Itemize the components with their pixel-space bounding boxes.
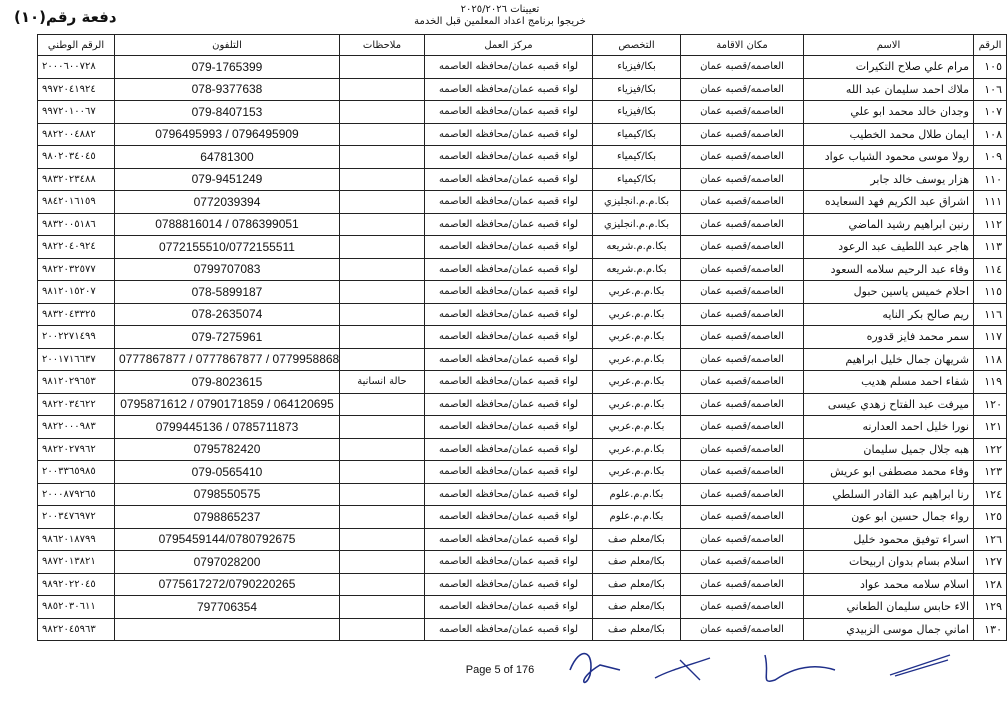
cell-residence: العاصمه/قصبه عمان: [681, 573, 804, 596]
cell-residence: العاصمه/قصبه عمان: [681, 213, 804, 236]
cell-notes: [340, 191, 425, 214]
cell-national-id: ٩٨٢٢٠٤٥٩٦٣: [38, 618, 115, 641]
cell-notes: [340, 303, 425, 326]
cell-specialty: بكا/معلم صف: [593, 618, 681, 641]
table-row: [38, 281, 1007, 304]
cell-workplace: لواء قصبه عمان/محافظه العاصمه: [425, 213, 593, 236]
appointments-table: [37, 34, 1007, 641]
cell-specialty: بكا/فيزياء: [593, 101, 681, 124]
cell-row-number: ١١٥: [974, 281, 1007, 304]
cell-row-number: ١١٦: [974, 303, 1007, 326]
column-header-number: الرقم: [974, 35, 1007, 56]
title-line-2: خريجوا برنامج اعداد المعلمين قبل الخدمة: [414, 16, 586, 27]
cell-national-id: ٩٨٦٢٠١٨٧٩٩: [38, 528, 115, 551]
cell-workplace: لواء قصبه عمان/محافظه العاصمه: [425, 438, 593, 461]
cell-phone: 64781300: [115, 146, 340, 169]
cell-row-number: ١٢٠: [974, 393, 1007, 416]
cell-row-number: ١١٣: [974, 236, 1007, 259]
table-row: [38, 573, 1007, 596]
cell-person-name: ريم صالح بكر النايه: [804, 303, 974, 326]
table-row: [38, 438, 1007, 461]
cell-person-name: نورا خليل احمد العدارنه: [804, 416, 974, 439]
cell-workplace: لواء قصبه عمان/محافظه العاصمه: [425, 573, 593, 596]
table-row: [38, 236, 1007, 259]
cell-specialty: بكا.م.م.عربي: [593, 281, 681, 304]
cell-national-id: ٩٨٢٢٠٠٠٩٨٣: [38, 416, 115, 439]
cell-specialty: بكا/فيزياء: [593, 78, 681, 101]
cell-residence: العاصمه/قصبه عمان: [681, 146, 804, 169]
cell-residence: العاصمه/قصبه عمان: [681, 101, 804, 124]
cell-residence: العاصمه/قصبه عمان: [681, 191, 804, 214]
cell-person-name: رواء جمال حسين ابو عون: [804, 506, 974, 529]
cell-row-number: ١١٢: [974, 213, 1007, 236]
cell-specialty: بكا.م.م.عربي: [593, 416, 681, 439]
cell-workplace: لواء قصبه عمان/محافظه العاصمه: [425, 528, 593, 551]
cell-workplace: لواء قصبه عمان/محافظه العاصمه: [425, 101, 593, 124]
cell-workplace: لواء قصبه عمان/محافظه العاصمه: [425, 303, 593, 326]
cell-person-name: رولا موسى محمود الشياب عواد: [804, 146, 974, 169]
cell-phone: 0795782420: [115, 438, 340, 461]
cell-workplace: لواء قصبه عمان/محافظه العاصمه: [425, 551, 593, 574]
table-row: [38, 596, 1007, 619]
cell-residence: العاصمه/قصبه عمان: [681, 596, 804, 619]
cell-row-number: ١١١: [974, 191, 1007, 214]
cell-person-name: اماني جمال موسى الزبيدي: [804, 618, 974, 641]
cell-person-name: رنا ابراهيم عبد القادر السلطي: [804, 483, 974, 506]
cell-workplace: لواء قصبه عمان/محافظه العاصمه: [425, 236, 593, 259]
cell-row-number: ١٠٩: [974, 146, 1007, 169]
cell-residence: العاصمه/قصبه عمان: [681, 618, 804, 641]
cell-residence: العاصمه/قصبه عمان: [681, 281, 804, 304]
cell-specialty: بكا.م.م.عربي: [593, 461, 681, 484]
cell-workplace: لواء قصبه عمان/محافظه العاصمه: [425, 191, 593, 214]
table-row: [38, 123, 1007, 146]
cell-national-id: ٢٠٠٠٦٠٠٧٢٨: [38, 56, 115, 79]
cell-workplace: لواء قصبه عمان/محافظه العاصمه: [425, 483, 593, 506]
table-row: [38, 326, 1007, 349]
cell-specialty: بكا.م.م.انجليزي: [593, 213, 681, 236]
cell-notes: [340, 551, 425, 574]
cell-phone: 0772155510/0772155511: [115, 236, 340, 259]
cell-residence: العاصمه/قصبه عمان: [681, 123, 804, 146]
cell-residence: العاصمه/قصبه عمان: [681, 168, 804, 191]
cell-national-id: ٩٨٣٢٠٤٣٣٢٥: [38, 303, 115, 326]
cell-row-number: ١٣٠: [974, 618, 1007, 641]
cell-national-id: ٩٨٢٢٠٠٤٨٨٢: [38, 123, 115, 146]
cell-row-number: ١٠٦: [974, 78, 1007, 101]
cell-notes: [340, 78, 425, 101]
cell-national-id: ٢٠٠٢٢٧١٤٩٩: [38, 326, 115, 349]
column-header-residence: مكان الاقامة: [681, 35, 804, 56]
cell-specialty: بكا/معلم صف: [593, 573, 681, 596]
cell-person-name: وفاء محمد مصطفى ابو عريش: [804, 461, 974, 484]
cell-row-number: ١٢٨: [974, 573, 1007, 596]
table-row: [38, 371, 1007, 394]
table-row: [38, 528, 1007, 551]
cell-phone: 0798865237: [115, 506, 340, 529]
table-row: [38, 56, 1007, 79]
cell-person-name: شريهان جمال خليل ابراهيم: [804, 348, 974, 371]
table-row: [38, 258, 1007, 281]
table-header-row: [38, 35, 1007, 56]
cell-residence: العاصمه/قصبه عمان: [681, 461, 804, 484]
table-row: [38, 393, 1007, 416]
cell-phone: 079-0565410: [115, 461, 340, 484]
cell-person-name: هاجر عبد اللطيف عبد الرعود: [804, 236, 974, 259]
cell-phone: 0775617272/0790220265: [115, 573, 340, 596]
cell-specialty: بكا.م.م.عربي: [593, 371, 681, 394]
cell-person-name: احلام خميس ياسين حبول: [804, 281, 974, 304]
cell-row-number: ١١٤: [974, 258, 1007, 281]
cell-residence: العاصمه/قصبه عمان: [681, 438, 804, 461]
cell-person-name: اشراق عبد الكريم فهد السعايده: [804, 191, 974, 214]
cell-national-id: ٢٠٠٠٨٧٩٢٦٥: [38, 483, 115, 506]
cell-residence: العاصمه/قصبه عمان: [681, 303, 804, 326]
cell-national-id: ٩٨٠٢٠٣٤٠٤٥: [38, 146, 115, 169]
cell-notes: [340, 146, 425, 169]
cell-workplace: لواء قصبه عمان/محافظه العاصمه: [425, 281, 593, 304]
cell-phone: 0796495993 / 0796495909: [115, 123, 340, 146]
cell-specialty: بكا/كيمياء: [593, 168, 681, 191]
cell-person-name: رنين ابراهيم رشيد الماضي: [804, 213, 974, 236]
column-header-phone: التلفون: [115, 35, 340, 56]
cell-row-number: ١٢٧: [974, 551, 1007, 574]
table-row: [38, 618, 1007, 641]
cell-person-name: اسلام سلامه محمد عواد: [804, 573, 974, 596]
cell-phone: 0795871612 / 0790171859 / 064120695: [115, 393, 340, 416]
title-line-1: تعيينات ٢٠٢٥/٢٠٢٦: [460, 4, 540, 15]
cell-residence: العاصمه/قصبه عمان: [681, 393, 804, 416]
cell-workplace: لواء قصبه عمان/محافظه العاصمه: [425, 56, 593, 79]
cell-notes: [340, 618, 425, 641]
cell-national-id: ٩٨٢٢٠٤٠٩٢٤: [38, 236, 115, 259]
cell-residence: العاصمه/قصبه عمان: [681, 258, 804, 281]
cell-notes: [340, 393, 425, 416]
cell-notes: [340, 236, 425, 259]
cell-notes: [340, 461, 425, 484]
cell-workplace: لواء قصبه عمان/محافظه العاصمه: [425, 506, 593, 529]
cell-specialty: بكا/فيزياء: [593, 56, 681, 79]
column-header-notes: ملاحظات: [340, 35, 425, 56]
table-row: [38, 78, 1007, 101]
cell-specialty: بكا.م.م.عربي: [593, 393, 681, 416]
cell-residence: العاصمه/قصبه عمان: [681, 483, 804, 506]
cell-notes: [340, 56, 425, 79]
cell-row-number: ١٠٥: [974, 56, 1007, 79]
cell-specialty: بكا.م.م.شريعه: [593, 258, 681, 281]
table-row: [38, 213, 1007, 236]
table-row: [38, 483, 1007, 506]
cell-national-id: ٩٨١٢٠٢٩٦٥٣: [38, 371, 115, 394]
cell-notes: [340, 123, 425, 146]
cell-specialty: بكا.م.م.عربي: [593, 326, 681, 349]
document-title: [0, 4, 1000, 28]
cell-phone: 0799707083: [115, 258, 340, 281]
cell-national-id: ٩٨٣٢٠٠٥١٨٦: [38, 213, 115, 236]
cell-national-id: ٩٨٣٢٠٢٣٤٨٨: [38, 168, 115, 191]
table-row: [38, 551, 1007, 574]
cell-national-id: ٩٨٧٢٠١٣٨٢١: [38, 551, 115, 574]
cell-workplace: لواء قصبه عمان/محافظه العاصمه: [425, 596, 593, 619]
cell-national-id: ٩٨٢٢٠٣٤٦٢٢: [38, 393, 115, 416]
cell-notes: [340, 483, 425, 506]
cell-notes: [340, 281, 425, 304]
cell-phone: 0788816014 / 0786399051: [115, 213, 340, 236]
cell-row-number: ١١٨: [974, 348, 1007, 371]
cell-residence: العاصمه/قصبه عمان: [681, 326, 804, 349]
cell-notes: [340, 213, 425, 236]
cell-notes: حالة انسانية: [340, 371, 425, 394]
table-row: [38, 101, 1007, 124]
cell-row-number: ١٢٦: [974, 528, 1007, 551]
cell-residence: العاصمه/قصبه عمان: [681, 236, 804, 259]
table-row: [38, 146, 1007, 169]
cell-phone: 078-9377638: [115, 78, 340, 101]
cell-residence: العاصمه/قصبه عمان: [681, 551, 804, 574]
cell-specialty: بكا.م.م.عربي: [593, 348, 681, 371]
cell-notes: [340, 506, 425, 529]
cell-residence: العاصمه/قصبه عمان: [681, 56, 804, 79]
cell-phone: 0772039394: [115, 191, 340, 214]
cell-notes: [340, 596, 425, 619]
cell-phone: 079-8023615: [115, 371, 340, 394]
cell-residence: العاصمه/قصبه عمان: [681, 528, 804, 551]
cell-phone: 078-5899187: [115, 281, 340, 304]
cell-specialty: بكا.م.م.عربي: [593, 303, 681, 326]
cell-workplace: لواء قصبه عمان/محافظه العاصمه: [425, 416, 593, 439]
cell-person-name: مرام علي صلاح التكيرات: [804, 56, 974, 79]
cell-workplace: لواء قصبه عمان/محافظه العاصمه: [425, 371, 593, 394]
cell-workplace: لواء قصبه عمان/محافظه العاصمه: [425, 393, 593, 416]
cell-row-number: ١٢١: [974, 416, 1007, 439]
cell-person-name: شفاء احمد مسلم هديب: [804, 371, 974, 394]
cell-specialty: بكا/معلم صف: [593, 551, 681, 574]
cell-phone: 0797028200: [115, 551, 340, 574]
cell-phone: 0798550575: [115, 483, 340, 506]
cell-national-id: ٩٨٢٢٠٣٢٥٧٧: [38, 258, 115, 281]
cell-notes: [340, 438, 425, 461]
cell-residence: العاصمه/قصبه عمان: [681, 348, 804, 371]
cell-row-number: ١٠٧: [974, 101, 1007, 124]
cell-notes: [340, 573, 425, 596]
table-row: [38, 416, 1007, 439]
column-header-specialty: التخصص: [593, 35, 681, 56]
cell-row-number: ١٢٤: [974, 483, 1007, 506]
cell-notes: [340, 416, 425, 439]
cell-phone: 079-1765399: [115, 56, 340, 79]
cell-phone: 0777867877 / 0777867877 / 0779958868: [115, 348, 340, 371]
cell-notes: [340, 101, 425, 124]
cell-phone: 078-2635074: [115, 303, 340, 326]
cell-national-id: ٢٠٠١٧١٦٦٣٧: [38, 348, 115, 371]
cell-national-id: ٩٩٧٢٠١٠٠٦٧: [38, 101, 115, 124]
table-row: [38, 303, 1007, 326]
cell-phone: 797706354: [115, 596, 340, 619]
cell-workplace: لواء قصبه عمان/محافظه العاصمه: [425, 168, 593, 191]
cell-specialty: بكا.م.م.شريعه: [593, 236, 681, 259]
cell-row-number: ١٢٢: [974, 438, 1007, 461]
cell-row-number: ١٢٩: [974, 596, 1007, 619]
cell-notes: [340, 348, 425, 371]
cell-row-number: ١١٩: [974, 371, 1007, 394]
batch-label: دفعة رقم(١٠): [14, 8, 117, 26]
cell-workplace: لواء قصبه عمان/محافظه العاصمه: [425, 78, 593, 101]
cell-specialty: بكا/معلم صف: [593, 528, 681, 551]
cell-national-id: ٩٩٧٢٠٤١٩٢٤: [38, 78, 115, 101]
cell-person-name: اسراء توفيق محمود خليل: [804, 528, 974, 551]
cell-row-number: ١١٠: [974, 168, 1007, 191]
cell-national-id: ٩٨٤٢٠١٦١٥٩: [38, 191, 115, 214]
cell-person-name: اسلام بسام بدوان اربيحات: [804, 551, 974, 574]
cell-person-name: ايمان طلال محمد الخطيب: [804, 123, 974, 146]
cell-specialty: بكا.م.م.انجليزي: [593, 191, 681, 214]
cell-national-id: ٢٠٠٣٤٧٦٩٧٢: [38, 506, 115, 529]
cell-national-id: ٩٨٥٢٠٣٠٦١١: [38, 596, 115, 619]
cell-workplace: لواء قصبه عمان/محافظه العاصمه: [425, 461, 593, 484]
column-header-national-id: الرقم الوطني: [38, 35, 115, 56]
cell-row-number: ١٢٥: [974, 506, 1007, 529]
cell-person-name: ميرفت عبد الفتاح زهدي عيسى: [804, 393, 974, 416]
column-header-name: الاسم: [804, 35, 974, 56]
cell-phone: 079-7275961: [115, 326, 340, 349]
cell-workplace: لواء قصبه عمان/محافظه العاصمه: [425, 618, 593, 641]
cell-workplace: لواء قصبه عمان/محافظه العاصمه: [425, 123, 593, 146]
cell-person-name: هزار يوسف خالد جابر: [804, 168, 974, 191]
cell-person-name: وفاء عبد الرحيم سلامه السعود: [804, 258, 974, 281]
cell-person-name: هبه جلال جميل سليمان: [804, 438, 974, 461]
cell-workplace: لواء قصبه عمان/محافظه العاصمه: [425, 258, 593, 281]
cell-workplace: لواء قصبه عمان/محافظه العاصمه: [425, 326, 593, 349]
column-header-workplace: مركز العمل: [425, 35, 593, 56]
cell-national-id: ٩٨١٢٠١٥٢٠٧: [38, 281, 115, 304]
cell-phone: 079-8407153: [115, 101, 340, 124]
cell-person-name: وجدان خالد محمد ابو علي: [804, 101, 974, 124]
cell-national-id: ٩٨٢٢٠٢٧٩٦٢: [38, 438, 115, 461]
cell-workplace: لواء قصبه عمان/محافظه العاصمه: [425, 146, 593, 169]
cell-specialty: بكا/كيمياء: [593, 146, 681, 169]
cell-specialty: بكا/كيمياء: [593, 123, 681, 146]
cell-specialty: بكا/معلم صف: [593, 596, 681, 619]
cell-phone: [115, 618, 340, 641]
table-row: [38, 461, 1007, 484]
cell-phone: 0795459144/0780792675: [115, 528, 340, 551]
cell-notes: [340, 528, 425, 551]
table-row: [38, 191, 1007, 214]
cell-notes: [340, 258, 425, 281]
cell-phone: 0799445136 / 0785711873: [115, 416, 340, 439]
cell-row-number: ١٢٣: [974, 461, 1007, 484]
cell-national-id: ٢٠٠٣٣٦٥٩٨٥: [38, 461, 115, 484]
table-row: [38, 506, 1007, 529]
cell-residence: العاصمه/قصبه عمان: [681, 78, 804, 101]
cell-specialty: بكا.م.م.علوم: [593, 483, 681, 506]
cell-specialty: بكا.م.م.علوم: [593, 506, 681, 529]
cell-person-name: الاء حابس سليمان الطعاني: [804, 596, 974, 619]
cell-person-name: سمر محمد فايز قدوره: [804, 326, 974, 349]
cell-phone: 079-9451249: [115, 168, 340, 191]
cell-workplace: لواء قصبه عمان/محافظه العاصمه: [425, 348, 593, 371]
cell-row-number: ١١٧: [974, 326, 1007, 349]
cell-row-number: ١٠٨: [974, 123, 1007, 146]
cell-residence: العاصمه/قصبه عمان: [681, 371, 804, 394]
cell-residence: العاصمه/قصبه عمان: [681, 506, 804, 529]
cell-national-id: ٩٨٩٢٠٢٢٠٤٥: [38, 573, 115, 596]
table-row: [38, 348, 1007, 371]
page-number: Page 5 of 176: [465, 664, 535, 676]
cell-residence: العاصمه/قصبه عمان: [681, 416, 804, 439]
cell-person-name: ملاك احمد سليمان عبد الله: [804, 78, 974, 101]
cell-notes: [340, 326, 425, 349]
table-row: [38, 168, 1007, 191]
cell-notes: [340, 168, 425, 191]
cell-specialty: بكا.م.م.عربي: [593, 438, 681, 461]
